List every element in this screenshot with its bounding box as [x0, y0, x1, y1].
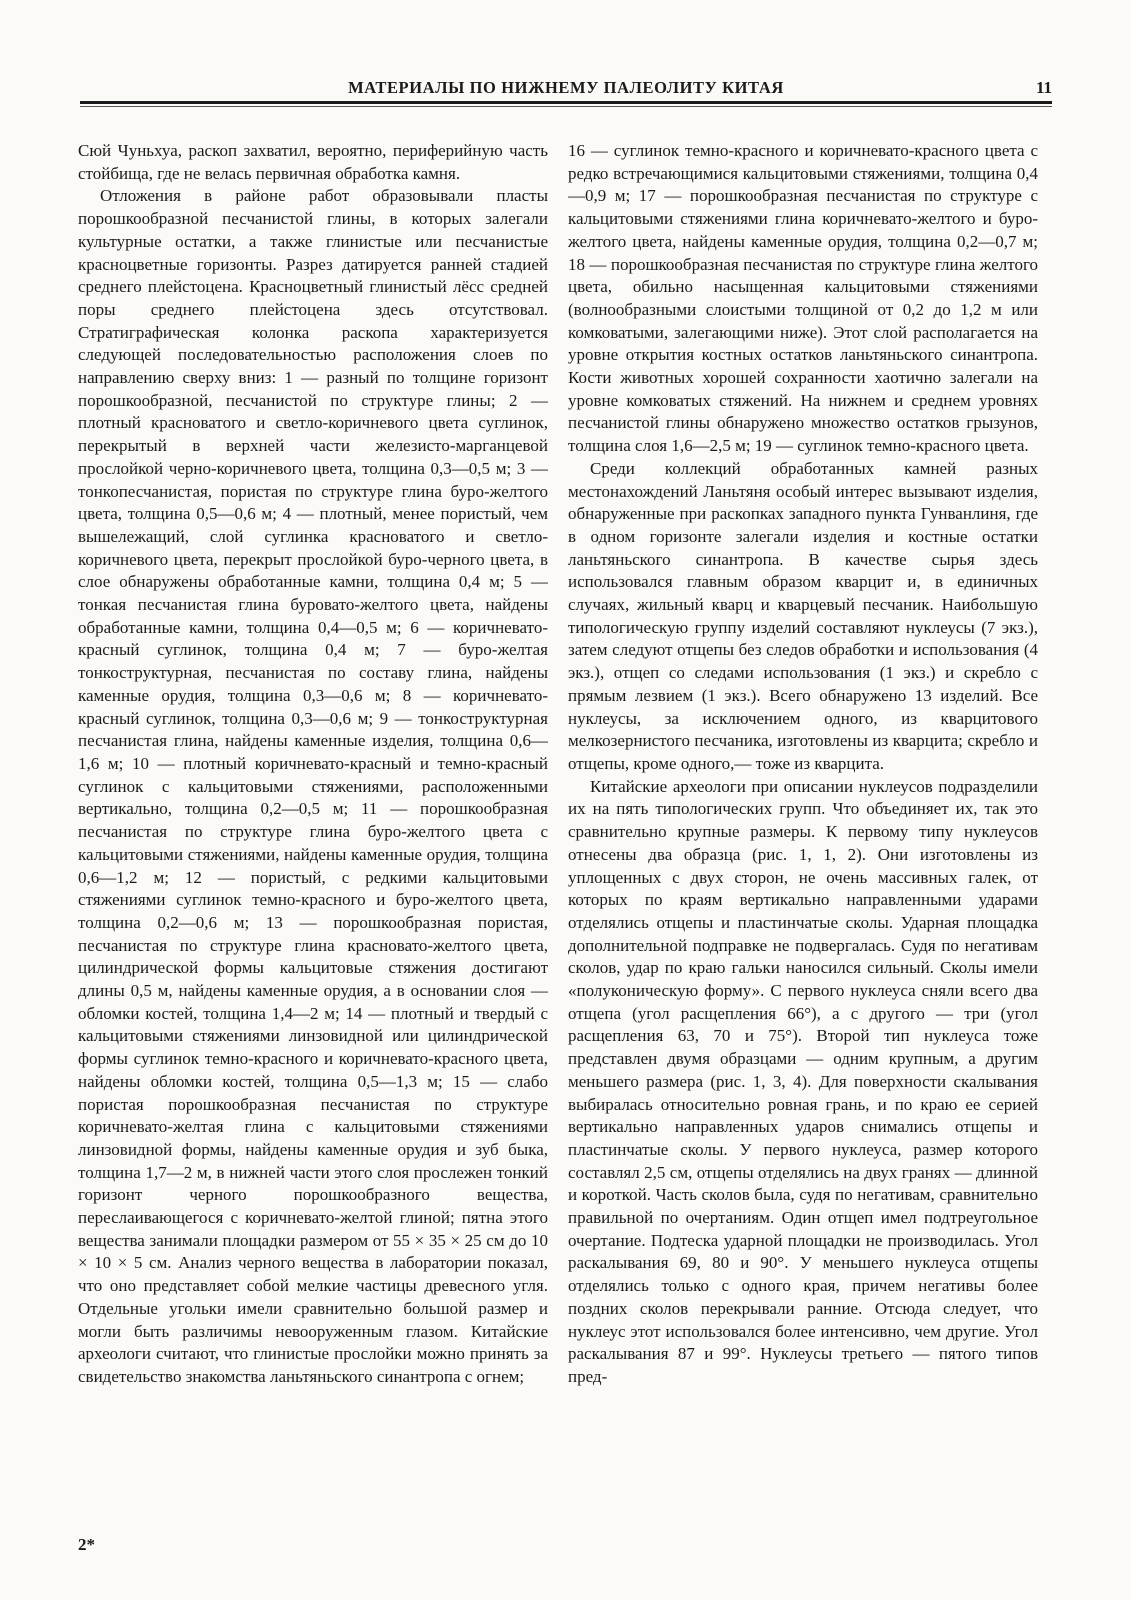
- paragraph: 16 — суглинок темно-красного и коричневато-красного цвета с редко встречающимися кальцитовыми стяжениями, толщина 0,4—0,9 м; 17 — порошкообразная песчанистая по структуре с кальцитовыми стяжениями глина коричневато-желтого и буро-желтого цвета, найдены каменные орудия, толщина 0,2—0,7 м; 18 — порошкообразная песчанистая по структуре глина желтого цвета, обильно насыщенная кальцитовыми стяжениями (волнообразными слоистыми толщиной от 0,2 до 1,2 м или комковатыми, залегающими ниже). Этот слой располагается на уровне открытия костных остатков ланьтяньского синантропа. Кости животных хорошей сохранности хаотично залегали на уровне комковатых стяжений. На нижнем и среднем уровнях песчанистой глины обнаружено множество остатков грызунов, толщина слоя 1,6—2,5 м; 19 — суглинок темно-красного цвета.: [568, 141, 1038, 456]
- paragraph: Отложения в районе работ образовывали пласты порошкообразной песчанистой глины, в которых залегали культурные остатки, а также глинистые или песчанистые красноцветные горизонты. Разрез датируется ранней стадией среднего плейстоцена. Красноцветный глинистый лёсс средней поры среднего плейстоцена здесь отсутствовал. Стратиграфическая колонка раскопа характеризуется следующей последовательностью расположения слоев по направлению сверху вниз: 1 — разный по толщине горизонт порошкообразной, песчанистой по структуре глины; 2 — плотный красноватого и светло-коричневого цвета суглинок, перекрытый в верхней части железисто-марганцевой прослойкой черно-коричневого цвета, толщина 0,3—0,5 м; 3 — тонкопесчанистая, пористая по структуре глина буро-желтого цвета, толщина 0,5—0,6 м; 4 — плотный, менее пористый, чем вышележащий, слой суглинка красноватого и светло-коричневого цвета, перекрыт прослойкой буро-черного цвета, в слое обнаружены обработанные камни, толщина 0,4 м; 5 — тонкая песчанистая глина буровато-желтого цвета, найдены обработанные камни, толщина 0,4—0,5 м; 6 — коричневато-красный суглинок, толщина 0,4 м; 7 — буро-желтая тонкоструктурная, песчанистая по составу глина, найдены каменные орудия, толщина 0,3—0,6 м; 8 — коричневато-красный суглинок, толщина 0,3—0,6 м; 9 — тонкоструктурная песчанистая глина, найдены каменные изделия, толщина 0,6—1,6 м; 10 — плотный коричневато-красный и темно-красный суглинок с кальцитовыми стяжениями, расположенными вертикально, толщина 0,2—0,5 м; 11 — порошкообразная песчанистая по структуре глина буро-желтого цвета с кальцитовыми стяжениями, найдены каменные орудия, толщина 0,6—1,2 м; 12 — пористый, с редкими кальцитовыми стяжениями суглинок темно-красного и буро-желтого цвета, толщина 0,2—0,6 м; 13 — порошкообразная пористая, песчанистая по структуре глина красновато-желтого цвета, цилиндрической формы кальцитовые стяжения достигают длины 0,5 м, найдены каменные орудия, а в основании слоя — обломки костей, толщина 1,4—2 м; 14 — плотный и твердый с кальцитовыми стяжениями линзовидной или цилиндрической формы суглинок темно-красного и коричневато-красного цвета, найдены обломки костей, толщина 0,5—1,3 м; 15 — слабо пористая порошкообразная песчанистая по структуре коричневато-желтая глина с кальцитовыми стяжениями линзовидной формы, найдены каменные орудия и зуб быка, толщина 1,7—2 м, в нижней части этого слоя прослежен тонкий горизонт черного порошкообразного вещества, переслаивающегося с коричневато-желтой глиной; пятна этого вещества занимали площадки размером от 55 × 35 × 25 см до 10 × 10 × 5 см. Анализ черного вещества в лаборатории показал, что оно представляет собой мелкие частицы древесного угля. Отдельные угольки имели сравнительно большой размер и могли быть различимы невооруженным глазом. Китайские археологи считают, что глинистые прослойки можно принять за свидетельство знакомства ланьтяньского синантропа с огнем;: [78, 186, 548, 1386]
- left-column: [78, 140, 548, 1530]
- paragraph: Среди коллекций обработанных камней разных местонахождений Ланьтяня особый интерес вызывают изделия, обнаруженные при раскопках западного пункта Гунванлиня, где в одном горизонте залегали изделия и костные остатки ланьтяньского синантропа. В качестве сырья здесь использовался главным образом кварцит и, в единичных случаях, жильный кварц и кварцевый песчаник. Наибольшую типологическую группу изделий составляют нуклеусы (7 экз.), затем следуют отщепы без следов обработки и использования (4 экз.), отщеп со следами использования (1 экз.) и скребло с прямым лезвием (1 экз.). Всего обнаружено 13 изделий. Все нуклеусы, за исключением одного, из кварцитового мелкозернистого песчаника, изготовлены из кварцита; скребло и отщепы, кроме одного,— тоже из кварцита.: [568, 458, 1038, 773]
- signature-mark: 2*: [78, 1535, 95, 1554]
- header-rule-thin: [80, 106, 1052, 107]
- header-rule: [80, 101, 1052, 104]
- page-number: 11: [1035, 78, 1052, 97]
- running-head: [80, 78, 1052, 102]
- paragraph: Сюй Чуньхуа, раскоп захватил, вероятно, периферийную часть стойбища, где не велась первичная обработка камня.: [78, 141, 548, 183]
- running-title: МАТЕРИАЛЫ ПО НИЖНЕМУ ПАЛЕОЛИТУ КИТАЯ: [348, 78, 784, 97]
- right-column: [568, 140, 1038, 1530]
- paragraph: Китайские археологи при описании нуклеусов подразделили их на пять типологических групп. Что объединяет их, так это сравнительно крупные размеры. К первому типу нуклеусов отнесены два образца (рис. 1, 1, 2). Они изготовлены из уплощенных с двух сторон, не очень массивных галек, от которых по краям вертикально направленными ударами отделялись отщепы и пластинчатые сколы. Ударная площадка дополнительной подправке не подвергалась. Судя по негативам сколов, удар по краю гальки наносился сильный. Сколы имели «полуконическую форму». С первого нуклеуса сняли всего два отщепа (угол расщепления 66°), а с другого — три (угол расщепления 63, 70 и 75°). Второй тип нуклеуса тоже представлен двумя образцами — одним крупным, а другим меньшего размера (рис. 1, 3, 4). Для поверхности скалывания выбиралась относительно ровная грань, и по краю ее серией вертикально направленных ударов снимались отщепы и пластинчатые сколы. У первого нуклеуса, размер которого составлял 2,5 см, отщепы отделялись на двух гранях — длинной и короткой. Часть сколов была, судя по негативам, сравнительно правильной по очертаниям. Один отщеп имел подтреугольное очертание. Подтеска ударной площадки не производилась. Угол раскалывания 69, 80 и 90°. У меньшего нуклеуса отщепы отделялись только с одного края, причем негативы более поздних сколов перекрывали ранние. Отсюда следует, что нуклеус этот использовался более интенсивно, чем другие. Угол раскалывания 87 и 99°. Нуклеусы третьего — пятого типов пред-: [568, 776, 1038, 1386]
